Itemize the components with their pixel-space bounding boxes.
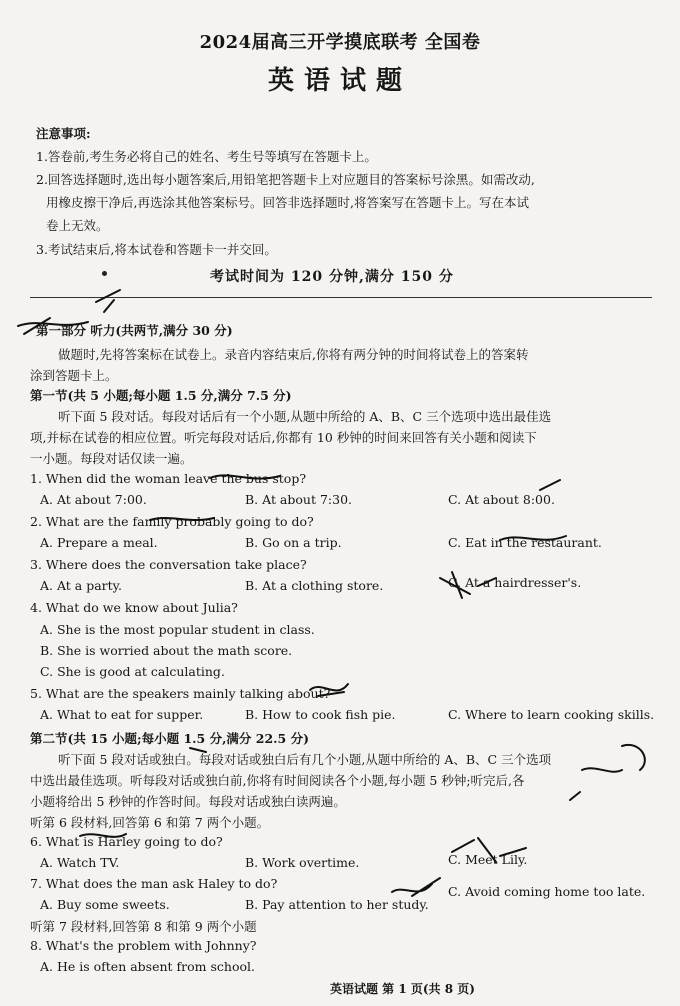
- note-item-3: 3.考试结束后,将本试卷和答题卡一并交回。: [36, 242, 277, 257]
- pen-mark-q2: [150, 518, 566, 540]
- section2-title: 第二节(共 15 小题;每小题 1.5 分,满分 22.5 分): [30, 731, 309, 746]
- note-item-2-line-2: 用橡皮擦干净后,再选涂其他答案标号。回答非选择题时,将答案写在答题卡上。写在本试: [46, 195, 529, 210]
- question-1-option-b: B. At about 7:30.: [245, 492, 353, 507]
- question-1-option-a: A. At about 7:00.: [40, 492, 147, 507]
- section1-title: 第一节(共 5 小题;每小题 1.5 分,满分 7.5 分): [30, 388, 292, 403]
- pen-mark-q3: [440, 572, 496, 598]
- question-6-option-c: C. Meet Lily.: [448, 852, 528, 867]
- section2-instructions-line-2: 中选出最佳选项。听每段对话或独白前,你将有时间阅读各个小题,每小题 5 秒钟;听完后,各: [30, 773, 525, 788]
- section2-instructions-line-3: 小题将给出 5 秒钟的作答时间。每段对话或独白读两遍。: [30, 794, 346, 809]
- question-3-option-b: B. At a clothing store.: [245, 578, 384, 593]
- question-2-option-b: B. Go on a trip.: [245, 535, 342, 550]
- question-3-stem: 3. Where does the conversation take place?: [30, 557, 307, 572]
- part1-title: 第一部分 听力(共两节,满分 30 分): [36, 323, 233, 338]
- question-5-option-b: B. How to cook fish pie.: [245, 707, 396, 722]
- question-7-stem: 7. What does the man ask Haley to do?: [30, 876, 278, 891]
- question-6-option-b: B. Work overtime.: [245, 855, 360, 870]
- question-7-option-c: C. Avoid coming home too late.: [448, 884, 646, 899]
- part1-instructions-line-2: 涂到答题卡上。: [30, 368, 118, 383]
- pen-mark-q7: [392, 878, 440, 896]
- question-5-option-a: A. What to eat for supper.: [40, 707, 204, 722]
- question-6-stem: 6. What is Harley going to do?: [30, 834, 223, 849]
- question-4-option-a: A. She is the most popular student in class.: [40, 622, 315, 637]
- question-7-option-a: A. Buy some sweets.: [40, 897, 170, 912]
- note-item-2-line-3: 卷上无效。: [46, 218, 109, 233]
- question-5-option-c: C. Where to learn cooking skills.: [448, 707, 655, 722]
- note-item-2-line-1: 2.回答选择题时,选出每小题答案后,用铅笔把答题卡上对应题目的答案标号涂黑。如需改动,: [36, 172, 535, 187]
- question-8-option-a: A. He is often absent from school.: [40, 959, 255, 974]
- material-7-instruction: 听第 7 段材料,回答第 8 和第 9 两个小题: [30, 919, 257, 934]
- section1-instructions-line-3: 一小题。每段对话仅读一遍。: [30, 451, 193, 466]
- question-7-option-b: B. Pay attention to her study.: [245, 897, 429, 912]
- question-3-option-c: C. At a hairdresser's.: [448, 575, 582, 590]
- question-2-option-c: C. Eat in the restaurant.: [448, 535, 602, 550]
- pen-mark-section2: [190, 745, 645, 800]
- note-item-1: 1.答卷前,考生务必将自己的姓名、考生号等填写在答题卡上。: [36, 149, 377, 164]
- question-1-stem: 1. When did the woman leave the bus stop?: [30, 471, 307, 486]
- pen-mark-part1: [18, 290, 120, 334]
- pen-mark-q1: [210, 475, 560, 490]
- section1-instructions-line-1: 听下面 5 段对话。每段对话后有一个小题,从题中所给的 A、B、C 三个选项中选出最佳选: [58, 409, 552, 424]
- pen-mark-q5: [310, 684, 348, 696]
- material-6-instruction: 听第 6 段材料,回答第 6 和第 7 两个小题。: [30, 815, 270, 830]
- section2-instructions-line-1: 听下面 5 段对话或独白。每段对话或独白后有几个小题,从题中所给的 A、B、C 三个选项: [58, 752, 552, 767]
- question-3-option-a: A. At a party.: [40, 578, 123, 593]
- notes-title: 注意事项:: [36, 126, 91, 141]
- question-2-stem: 2. What are the family probably going to do?: [30, 514, 314, 529]
- exam-time: 考试时间为 120 分钟,满分 150 分: [210, 269, 454, 285]
- subject-title: 英语试题: [267, 66, 412, 96]
- page-footer: 英语试题 第 1 页(共 8 页): [330, 982, 475, 996]
- part1-instructions-line-1: 做题时,先将答案标在试卷上。录音内容结束后,你将有两分钟的时间将试卷上的答案转: [58, 347, 529, 362]
- question-8-stem: 8. What's the problem with Johnny?: [30, 938, 257, 953]
- question-4-option-b: B. She is worried about the math score.: [40, 643, 293, 658]
- question-6-option-a: A. Watch TV.: [40, 855, 120, 870]
- question-4-stem: 4. What do we know about Julia?: [30, 600, 238, 615]
- question-2-option-a: A. Prepare a meal.: [40, 535, 158, 550]
- question-1-option-c: C. At about 8:00.: [448, 492, 555, 507]
- pen-mark-q6: [80, 834, 526, 862]
- exam-name: 2024届高三开学摸底联考 全国卷: [199, 32, 481, 53]
- question-5-stem: 5. What are the speakers mainly talking about?: [30, 686, 331, 701]
- question-4-option-c: C. She is good at calculating.: [40, 664, 225, 679]
- section1-instructions-line-2: 项,并标在试卷的相应位置。听完每段对话后,你都有 10 秒钟的时间来回答有关小题和阅读下: [30, 430, 537, 445]
